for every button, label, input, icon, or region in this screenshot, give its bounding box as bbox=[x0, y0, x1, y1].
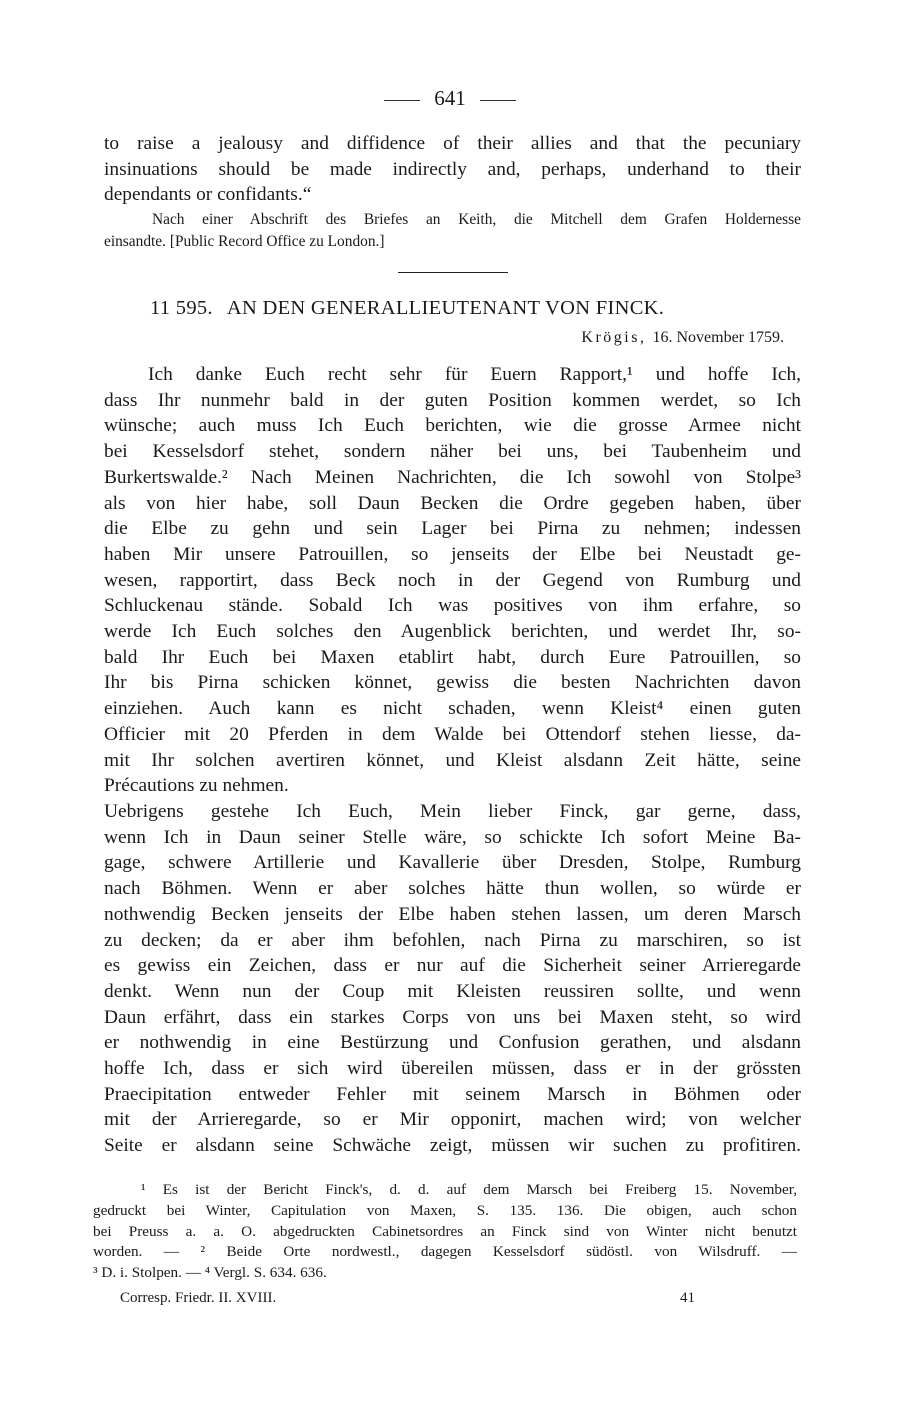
text-line: Seite er alsdann seine Schwäche zeigt, müssen wir suchen zu profitiren. bbox=[104, 1135, 801, 1157]
footnote-line: ¹ Es ist der Bericht Finck's, d. d. auf dem Marsch bei Freiberg 15. November, bbox=[141, 1181, 797, 1198]
header-dash-right bbox=[480, 100, 516, 101]
text-line: to raise a jealousy and diffidence of their allies and that the pecuniary bbox=[104, 133, 801, 154]
dateline-place: Krögis, bbox=[581, 329, 647, 346]
text-line: bald Ihr Euch bei Maxen etablirt habt, durch Eure Patrouillen, so bbox=[104, 646, 801, 668]
text-line: es gewiss ein Zeichen, dass er nur auf die Sicherheit seiner Arrieregarde bbox=[104, 955, 801, 977]
text-line: Uebrigens gestehe Ich Euch, Mein lieber Finck, gar gerne, dass, bbox=[104, 801, 801, 822]
text-line: hoffe Ich, dass er sich wird übereilen müssen, dass er in der grössten bbox=[104, 1058, 801, 1080]
text-line: gage, schwere Artillerie und Kavallerie über Dresden, Stolpe, Rumburg bbox=[104, 852, 801, 874]
footnote-line: bei Preuss a. a. O. abgedruckten Cabinetsordres an Finck sind von Winter nicht benutzt bbox=[93, 1222, 797, 1240]
text-line: Nach einer Abschrift des Briefes an Keith, die Mitchell dem Grafen Holdernesse bbox=[152, 211, 801, 228]
footnotes bbox=[93, 1180, 797, 1284]
intro-text bbox=[104, 131, 801, 208]
text-line: zu decken; da er aber ihm befohlen, nach Pirna zu marschiren, so ist bbox=[104, 929, 801, 951]
letter-title: AN DEN GENERALLIEUTENANT VON FINCK. bbox=[226, 297, 665, 319]
text-line: Précautions zu nehmen. bbox=[104, 775, 289, 797]
text-line: werde Ich Euch solches den Augenblick berichten, und werdet Ihr, so- bbox=[104, 621, 801, 643]
dateline bbox=[581, 329, 784, 347]
footnote-line: gedruckt bei Winter, Capitulation von Maxen, S. 135. 136. Die obigen, auch schon bbox=[93, 1201, 797, 1219]
text-line: wesen, rapportirt, dass Beck noch in der Gegend von Rumburg und bbox=[104, 569, 801, 591]
text-line: mit Ihr solchen avertiren könnet, und Kleist alsdann Zeit hätte, seine bbox=[104, 749, 801, 771]
text-line: mit der Arrieregarde, so er Mir opponirt, machen wird; von welcher bbox=[104, 1109, 801, 1131]
header-dash-left bbox=[384, 100, 420, 101]
text-line: haben Mir unsere Patrouillen, so jenseits der Elbe bei Neustadt ge- bbox=[104, 543, 801, 565]
text-line: Daun erfährt, dass ein starkes Corps von uns bei Maxen steht, so wird bbox=[104, 1006, 801, 1028]
text-line: Officier mit 20 Pferden in dem Walde bei Ottendorf stehen liesse, da- bbox=[104, 723, 801, 745]
dateline-date: 16. November 1759. bbox=[652, 329, 784, 346]
text-line: als von hier habe, soll Daun Becken die Ordre gegeben haben, über bbox=[104, 492, 801, 514]
footer-signature: Corresp. Friedr. II. XVIII. bbox=[120, 1290, 277, 1306]
text-line: Schluckenau stände. Sobald Ich was positives von ihm erfahre, so bbox=[104, 595, 801, 617]
text-line: denkt. Wenn nun der Coup mit Kleisten reussiren sollte, und wenn bbox=[104, 980, 801, 1002]
text-line: wünsche; auch muss Ich Euch berichten, wie die grosse Armee nicht bbox=[104, 415, 801, 437]
text-line: nach Böhmen. Wenn er aber solches hätte thun wollen, so würde er bbox=[104, 878, 801, 900]
letter-heading bbox=[150, 297, 664, 320]
text-line: dass Ihr nunmehr bald in der guten Position kommen werdet, so Ich bbox=[104, 389, 801, 411]
source-note bbox=[104, 209, 801, 253]
text-line: einsandte. [Public Record Office zu London.] bbox=[104, 233, 385, 251]
text-line: er nothwendig in eine Bestürzung und Confusion gerathen, und alsdann bbox=[104, 1032, 801, 1054]
footer-sheet-number: 41 bbox=[680, 1290, 695, 1306]
letter-paragraph-1 bbox=[104, 362, 801, 799]
text-line: einziehen. Auch kann es nicht schaden, wenn Kleist⁴ einen guten bbox=[104, 698, 801, 720]
text-line: Ihr bis Pirna schicken könnet, gewiss die besten Nachrichten davon bbox=[104, 672, 801, 694]
footnote-line: ³ D. i. Stolpen. — ⁴ Vergl. S. 634. 636. bbox=[93, 1264, 327, 1282]
text-line: Praecipitation entweder Fehler mit seinem Marsch in Böhmen oder bbox=[104, 1083, 801, 1105]
section-divider bbox=[398, 272, 508, 273]
letter-number: 11 595. bbox=[150, 297, 213, 319]
page-number: 641 bbox=[434, 86, 466, 110]
text-line: nothwendig Becken jenseits der Elbe haben stehen lassen, um deren Marsch bbox=[104, 903, 801, 925]
text-line: insinuations should be made indirectly and, perhaps, underhand to their bbox=[104, 158, 801, 180]
text-line: wenn Ich in Daun seiner Stelle wäre, so schickte Ich sofort Meine Ba- bbox=[104, 826, 801, 848]
letter-paragraph-2 bbox=[104, 799, 801, 1159]
footnote-line: worden. — ² Beide Orte nordwestl., dagegen Kesselsdorf südöstl. von Wilsdruff. — bbox=[93, 1243, 797, 1261]
text-line: die Elbe zu gehn und sein Lager bei Pirna zu nehmen; indessen bbox=[104, 518, 801, 540]
text-line: Ich danke Euch recht sehr für Euern Rapport,¹ und hoffe Ich, bbox=[148, 364, 801, 385]
text-line: dependants or confidants.“ bbox=[104, 184, 312, 206]
text-line: bei Kesselsdorf stehet, sondern näher bei uns, bei Taubenheim und bbox=[104, 441, 801, 463]
text-line: Burkertswalde.² Nach Meinen Nachrichten, die Ich sowohl von Stolpe³ bbox=[104, 466, 801, 488]
page-header bbox=[0, 86, 900, 111]
